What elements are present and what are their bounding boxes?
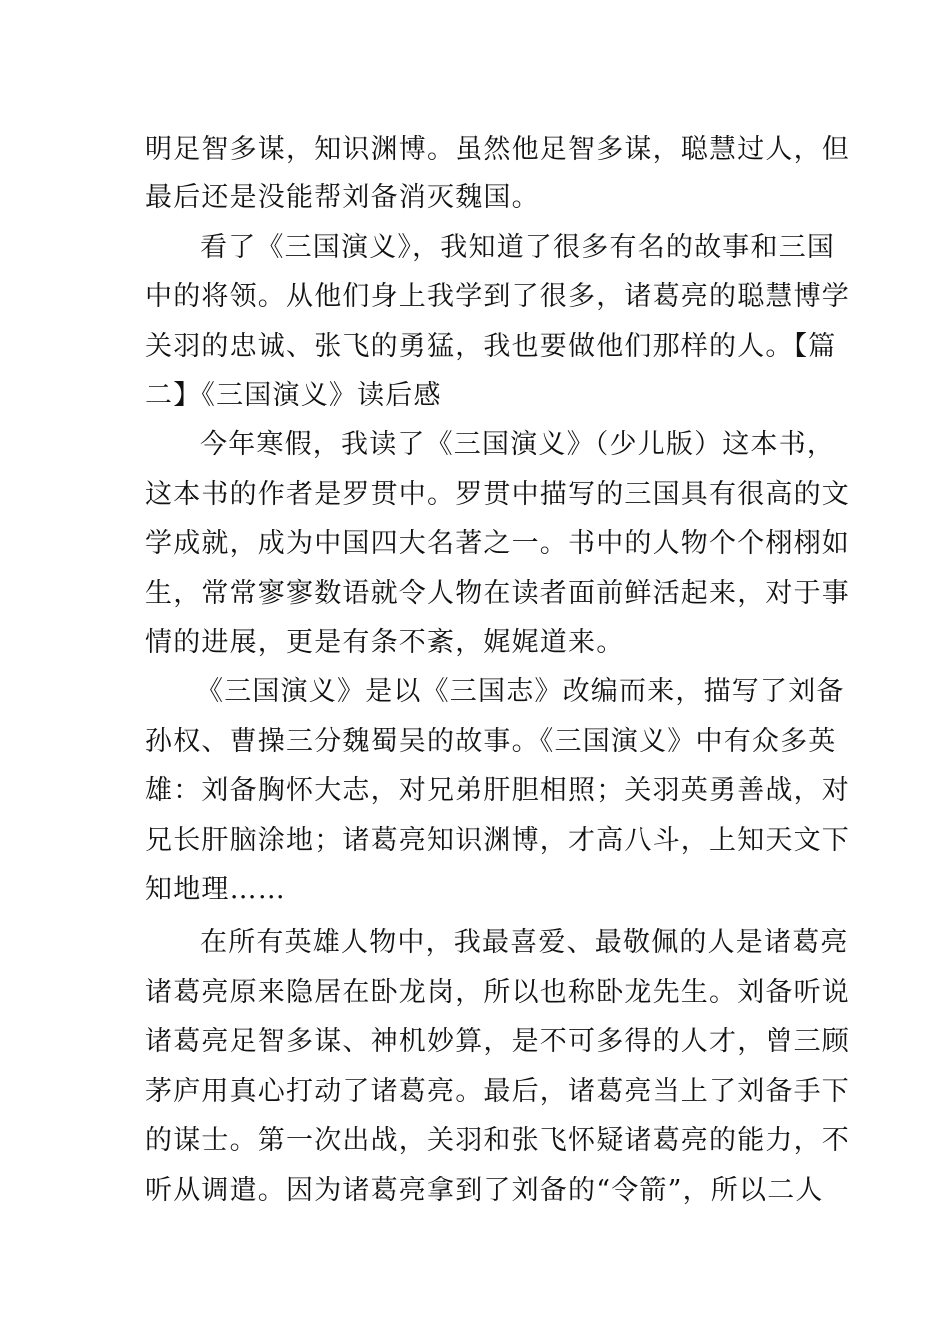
section-title-line: 二】《三国演义》读后感 — [145, 380, 442, 411]
text-line: 这本书的作者是罗贯中。罗贯中描写的三国具有很高的文 — [145, 479, 850, 510]
text-line: 生，常常寥寥数语就令人物在读者面前鲜活起来，对于事 — [145, 578, 850, 609]
paragraph-start-line: 看了《三国演义》，我知道了很多有名的故事和三国 — [200, 232, 836, 263]
paragraph-start-line: 今年寒假，我读了《三国演义》（少儿版）这本书， — [200, 429, 836, 460]
text-line: 最后还是没能帮刘备消灭魏国。 — [145, 182, 540, 213]
text-line: 情的进展，更是有条不紊，娓娓道来。 — [145, 627, 625, 658]
text-line: 孙权、曹操三分魏蜀吴的故事。《三国演义》中有众多英 — [145, 726, 837, 757]
text-line: 雄：刘备胸怀大志，对兄弟肝胆相照；关羽英勇善战，对 — [145, 775, 850, 806]
text-line: 学成就，成为中国四大名著之一。书中的人物个个栩栩如 — [145, 528, 850, 559]
paragraph-start-line: 《三国演义》是以《三国志》改编而来，描写了刘备 — [196, 676, 845, 707]
text-line: 听从调遣。因为诸葛亮拿到了刘备的“令箭”，所以二人 — [145, 1175, 824, 1206]
text-line: 兄长肝脑涂地；诸葛亮知识渊博，才高八斗，上知天文下 — [145, 825, 850, 856]
text-line: 关羽的忠诚、张飞的勇猛，我也要做他们那样的人。【篇 — [145, 331, 837, 362]
text-line: 的谋士。第一次出战，关羽和张飞怀疑诸葛亮的能力，不 — [145, 1125, 850, 1156]
text-line: 诸葛亮足智多谋、神机妙算，是不可多得的人才，曾三顾 — [145, 1026, 850, 1057]
paragraph-start-line: 在所有英雄人物中，我最喜爱、最敬佩的人是诸葛亮 — [200, 927, 849, 958]
text-line: 明足智多谋，知识渊博。虽然他足智多谋，聪慧过人，但 — [145, 134, 850, 165]
text-line: 知地理…… — [145, 874, 286, 905]
text-line: 中的将领。从他们身上我学到了很多，诸葛亮的聪慧博学 — [145, 281, 850, 312]
text-line: 茅庐用真心打动了诸葛亮。最后，诸葛亮当上了刘备手下 — [145, 1076, 850, 1107]
text-line: 诸葛亮原来隐居在卧龙岗，所以也称卧龙先生。刘备听说 — [145, 977, 850, 1008]
